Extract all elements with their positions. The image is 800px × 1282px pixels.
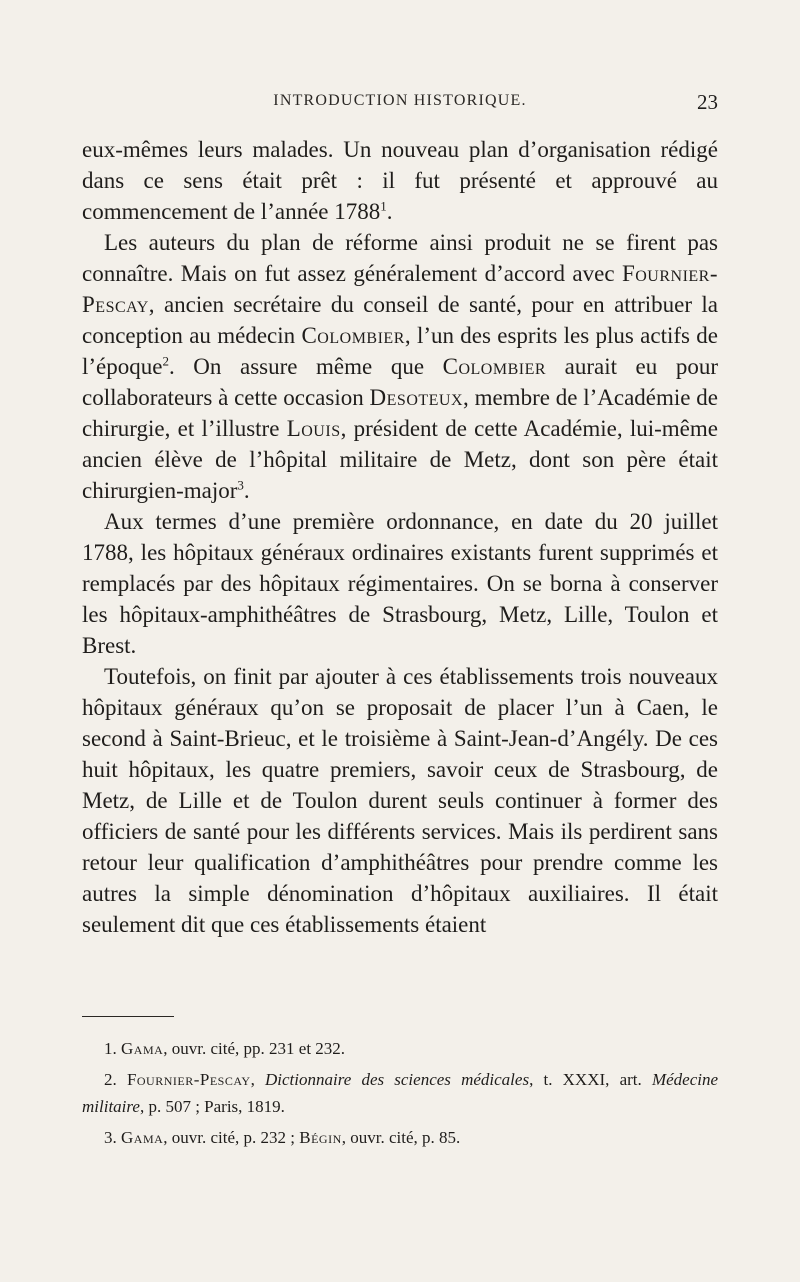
article-title: Médecine militaire	[82, 1070, 719, 1116]
person-name: Colombier	[301, 323, 405, 348]
running-title: INTRODUCTION HISTORIQUE.	[273, 92, 527, 109]
body-text	[82, 134, 718, 940]
page-number: 23	[697, 90, 718, 114]
person-name: Desoteux	[369, 385, 464, 410]
paragraph-text: , président de cette Académie, lui-même ancien élève de l’hôpital militaire de Metz, dont son père était chirurgien-major	[82, 416, 718, 503]
footnote-3	[82, 1124, 718, 1151]
paragraph-text: .	[386, 199, 393, 224]
paragraph-4: Toutefois, on finit par ajouter à ces établissements trois nouveaux hôpitaux généraux qu’on se proposait de placer l’un à Caen, le second à Saint-Brieuc, et le troisième à Saint-Jean-d’Angély. De ces huit hôpitaux, les quatre premiers, savoir ceux de Strasbourg, de Metz, de Lille et de Toulon durent seuls continuer à former des officiers de santé pour les différents services. Mais ils perdirent sans retour leur qualification d’amphithéâtres pour prendre comme les autres la simple dénomination d’hôpitaux auxiliaires. Il était seulement dit que ces établissements étaient	[82, 664, 718, 937]
paragraph-text: , ancien secrétaire du conseil de santé, pour en attribuer la conception au médecin	[82, 292, 718, 348]
person-name: Fournier-Pescay	[82, 261, 718, 317]
footnote-separator	[82, 1016, 174, 1017]
running-head	[82, 92, 718, 122]
paragraph-text: . On assure même que	[168, 354, 443, 379]
work-title: Dictionnaire des sciences médicales	[265, 1070, 530, 1089]
footnote-number: 1.	[104, 1039, 121, 1058]
footnote-text: , ouvr. cité, pp. 231 et 232.	[163, 1039, 346, 1058]
person-name: Louis	[286, 416, 341, 441]
footnote-ref-1: 1	[380, 198, 387, 214]
paragraph-text: , membre de l’Académie de chirurgie, et l’illustre	[82, 385, 718, 441]
footnote-text: , t. XXXI, art.	[529, 1070, 652, 1089]
paragraph-1	[82, 134, 718, 227]
paragraph-text: aurait eu pour collaborateurs à cette occasion	[82, 354, 718, 410]
author-name: Gama	[121, 1039, 164, 1058]
footnote-2	[82, 1066, 718, 1120]
footnotes	[82, 1035, 718, 1155]
footnote-ref-3: 3	[237, 477, 244, 493]
paragraph-3: Aux termes d’une première ordonnance, en date du 20 juillet 1788, les hôpitaux généraux ordinaires existants furent supprimés et remplacés par des hôpitaux régimentaires. On se borna à conserver les hôpitaux-amphithéâtres de Strasbourg, Metz, Lille, Toulon et Brest.	[82, 509, 718, 658]
footnote-number: 2.	[104, 1070, 127, 1089]
footnote-ref-2: 2	[162, 353, 169, 369]
paragraph-text: .	[243, 478, 250, 503]
paragraph-2	[82, 227, 718, 506]
paragraph-text: Les auteurs du plan de réforme ainsi produit ne se firent pas connaître. Mais on fut assez généralement d’accord avec	[82, 230, 718, 286]
footnote-text: , ouvr. cité, p. 232 ;	[163, 1128, 300, 1147]
author-name: Fournier-Pescay	[126, 1070, 251, 1089]
footnote-text: , p. 507 ; Paris, 1819.	[139, 1097, 285, 1116]
paragraph-text: , l’un des esprits les plus actifs de l’époque	[82, 323, 718, 379]
person-name: Colombier	[442, 354, 547, 379]
author-name: Bégin	[299, 1128, 342, 1147]
author-name: Gama	[121, 1128, 164, 1147]
footnote-text: , ouvr. cité, p. 85.	[341, 1128, 461, 1147]
footnote-number: 3.	[104, 1128, 121, 1147]
paragraph-text: eux-mêmes leurs malades. Un nouveau plan d’organisation rédigé dans ce sens était prêt : il fut présenté et approuvé au commencement de l’année 1788	[82, 137, 718, 224]
footnote-text: ,	[250, 1070, 266, 1089]
footnote-1	[82, 1035, 718, 1062]
